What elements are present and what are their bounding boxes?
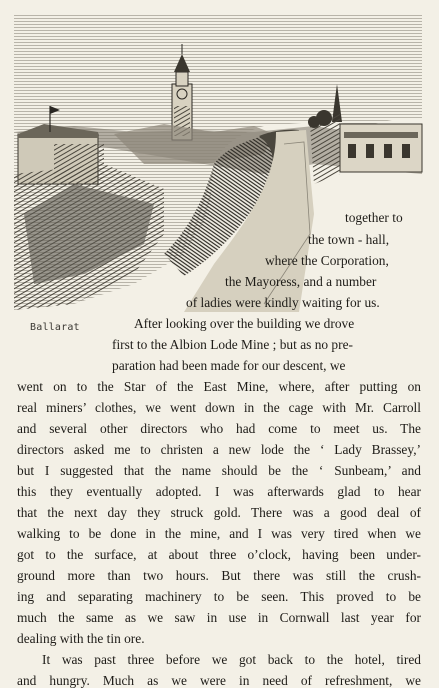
text-line: but I suggested that the name should be the ‘ Sunbeam,’ and: [17, 463, 421, 478]
text-line: It was past three before we got back to the hotel, tired: [42, 652, 421, 667]
text-line: where the Corporation,: [265, 253, 389, 268]
text-line: After looking over the building we drove: [134, 316, 355, 331]
text-line: first to the Albion Lode Mine ; but as no pre-: [112, 337, 353, 352]
text-line: much the same as we saw in use in Cornwall last year for: [17, 610, 421, 625]
text-line: ground more than two hours. But there was still the crush-: [17, 568, 421, 583]
text-line: and hungry. Much as we were in need of refreshment, we: [17, 673, 421, 688]
text-line: walking to be done in the mine, and I was very tired when we: [17, 526, 421, 541]
text-line: the Mayoress, and a number: [225, 274, 377, 289]
illustration-caption: Ballarat: [30, 322, 80, 333]
text-line: this they eventually adopted. I was afterwards glad to hear: [17, 484, 421, 499]
text-line: the town - hall,: [308, 232, 390, 247]
text-line: directors asked me to christen a new lode the ‘ Lady Brassey,’: [17, 442, 421, 457]
text-line: that the next day they struck gold. There was a good deal of: [17, 505, 421, 520]
text-line: real miners’ clothes, we went down in the cage with Mr. Carroll: [17, 400, 421, 415]
text-line: dealing with the tin ore.: [17, 631, 145, 646]
text-line: got to the surface, at about three o’clock, having been under-: [17, 547, 421, 562]
text-line: of ladies were kindly waiting for us.: [186, 295, 380, 310]
text-line: paration had been made for our descent, we: [112, 358, 346, 373]
text-line: ing and separating machinery to be seen. This proved to be: [17, 589, 421, 604]
text-line: went on to the Star of the East Mine, where, after putting on: [17, 379, 421, 394]
text-line: and several other directors who had come to meet us. The: [17, 421, 421, 436]
text-line: together to: [345, 210, 403, 225]
